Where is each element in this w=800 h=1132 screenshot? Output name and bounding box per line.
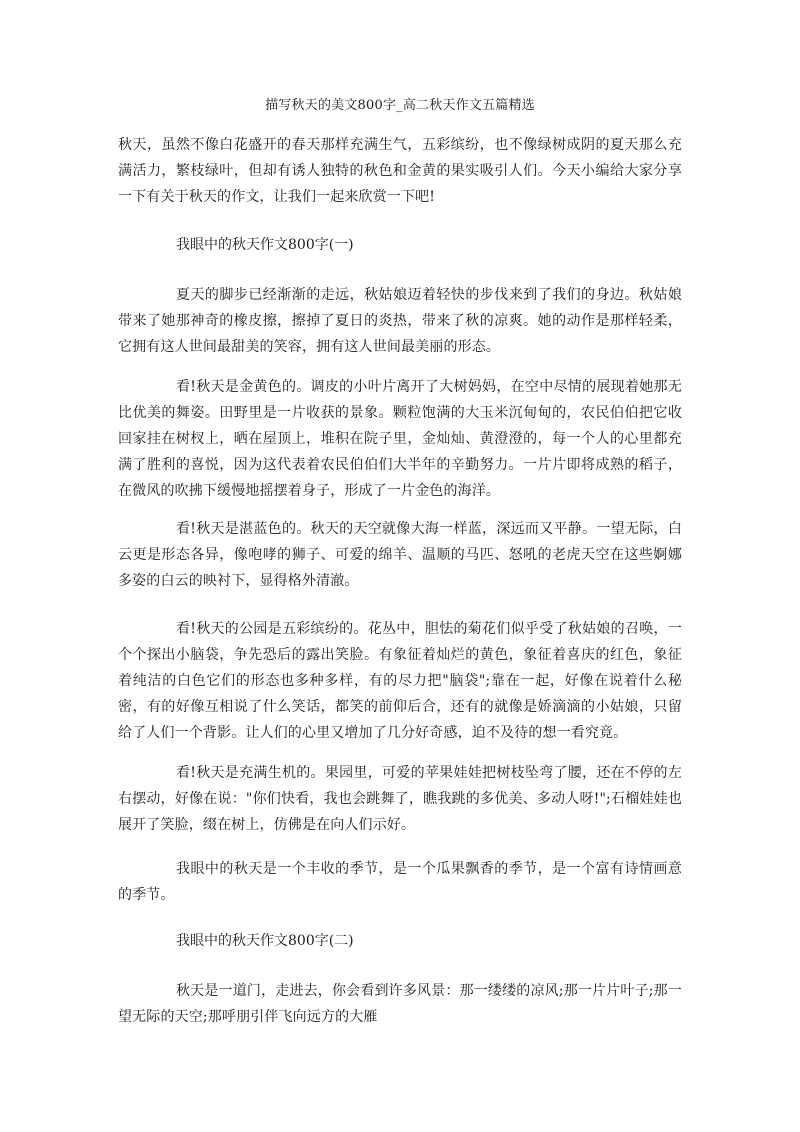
section-2-heading: 我眼中的秋天作文800字(二)	[176, 933, 354, 949]
section-1-paragraph-4: 看!秋天的公园是五彩缤纷的。花丛中，胆怯的菊花们似乎受了秋姑娘的召唤，一个个探出小脑袋，争先恐后的露出笑脸。有象征着灿烂的黄色，象征着喜庆的红色，象征着纯洁的白色它们的形态也多种多样，有的尽力把"脑袋";靠在一起，好像在说着什么秘密，有的好像互相说了什么笑话，都笑的前仰后合，还有的就像是娇滴滴的小姑娘，只留给了人们一个背影。让人们的心里又增加了几分好奇感，迫不及待的想一看究竟。	[118, 621, 682, 741]
section-1-heading: 我眼中的秋天作文800字(一)	[176, 237, 354, 253]
section-1-paragraph-2: 看!秋天是金黄色的。调皮的小叶片离开了大树妈妈，在空中尽情的展现着她那无比优美的舞姿。田野里是一片收获的景象。颗粒饱满的大玉米沉甸甸的，农民伯伯把它收回家挂在树杈上，晒在屋顶上，堆积在院子里，金灿灿、黄澄澄的，每一个人的心里都充满了胜利的喜悦，因为这代表着农民伯伯们大半年的辛勤努力。一片片即将成熟的稻子，在微风的吹拂下缓慢地摇摆着身子，形成了一片金色的海洋。	[118, 379, 682, 499]
section-1-paragraph-6: 我眼中的秋天是一个丰收的季节，是一个瓜果飘香的季节，是一个富有诗情画意的季节。	[118, 861, 682, 903]
document-title: 描写秋天的美文800字_高二秋天作文五篇精选	[265, 98, 535, 113]
section-2-paragraph-1: 秋天是一道门，走进去，你会看到许多风景：那一缕缕的凉风;那一片片叶子;那一望无际的天空;那呼朋引伴飞向远方的大雁	[118, 983, 682, 1025]
section-1-paragraph-3: 看!秋天是湛蓝色的。秋天的天空就像大海一样蓝，深远而又平静。一望无际，白云更是形态各异，像咆哮的狮子、可爱的绵羊、温顺的马匹、怒吼的老虎天空在这些婀娜多姿的白云的映衬下，显得格外清澈。	[118, 521, 682, 589]
section-1-paragraph-5: 看!秋天是充满生机的。果园里，可爱的苹果娃娃把树枝坠弯了腰，还在不停的左右摆动，好像在说："你们快看，我也会跳舞了，瞧我跳的多优美、多动人呀!";石榴娃娃也展开了笑脸，缀在树上，仿佛是在向人们示好。	[118, 765, 682, 833]
intro-paragraph: 秋天，虽然不像白花盛开的春天那样充满生气，五彩缤纷，也不像绿树成阴的夏天那么充满活力，繁枝绿叶，但却有诱人独特的秋色和金黄的果实吸引人们。今天小编给大家分享一下有关于秋天的作文，让我们一起来欣赏一下吧!	[118, 137, 682, 205]
section-1-paragraph-1: 夏天的脚步已经渐渐的走远，秋姑娘迈着轻快的步伐来到了我们的身边。秋姑娘带来了她那神奇的橡皮擦，擦掉了夏日的炎热，带来了秋的凉爽。她的动作是那样轻柔，它拥有这人世间最甜美的笑容，拥有这人世间最美丽的形态。	[118, 287, 682, 355]
